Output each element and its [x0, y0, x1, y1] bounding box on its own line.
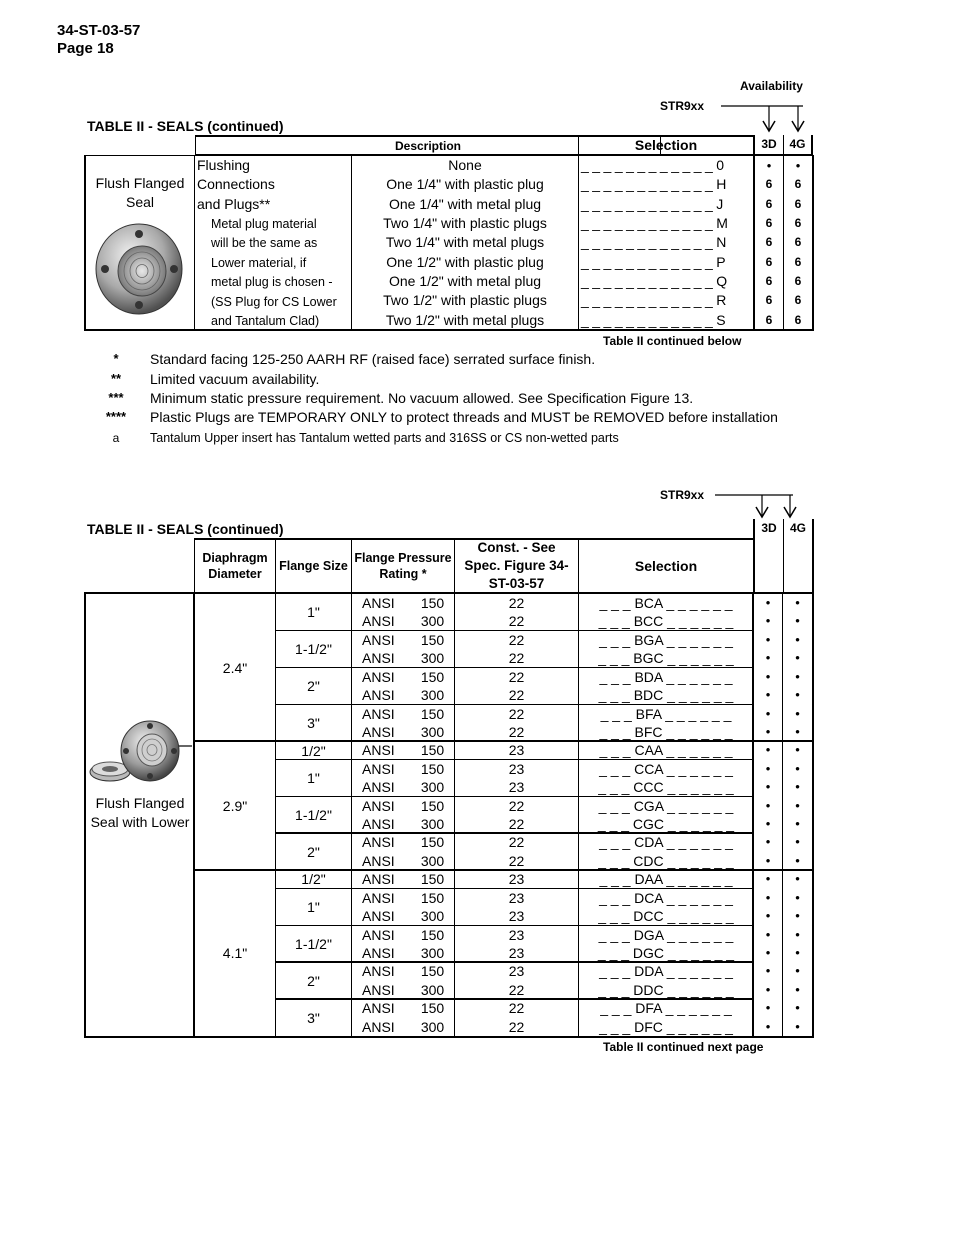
flange-size: 1-1/2"	[295, 806, 332, 823]
size-divider	[276, 961, 753, 963]
pressure-rating: 150	[420, 705, 445, 722]
construction-figure: 23	[508, 889, 525, 906]
flange-standard: ANSI	[362, 889, 395, 906]
flush-flanged-seal-lower-image	[88, 719, 192, 789]
seal-selection-code: _ _ _ CDC _ _ _ _ _ _	[598, 852, 734, 869]
availability-3d: •	[765, 981, 771, 997]
size-divider	[276, 888, 753, 890]
availability-4g: •	[795, 852, 800, 868]
flange-standard: ANSI	[362, 816, 395, 832]
availability-4g: •	[795, 871, 800, 887]
seal-selection-code: _ _ _ BGA _ _ _ _ _ _	[599, 631, 733, 648]
flange-size: 1"	[307, 604, 320, 621]
availability-3d: •	[765, 926, 771, 942]
seal-selection-code: _ _ _ BCA _ _ _ _ _ _	[599, 595, 733, 611]
diaphragm-diameter: 4.1"	[222, 945, 248, 962]
seal-selection-code: _ _ _ BCC _ _ _ _ _ _	[598, 613, 734, 630]
construction-figure: 22	[508, 668, 525, 685]
footnote-symbol: a	[112, 431, 120, 445]
seals-table-1	[84, 135, 814, 331]
flange-standard: ANSI	[362, 834, 395, 851]
flange-standard: ANSI	[362, 613, 395, 630]
availability-3d: •	[765, 595, 771, 610]
pressure-rating-header: Flange Pressure Rating *	[354, 551, 452, 581]
pressure-rating: 150	[420, 797, 445, 814]
plug-selection-code: _ _ _ _ _ _ _ _ _ _ _ _ H	[581, 176, 727, 193]
pressure-rating: 150	[420, 963, 445, 980]
flange-standard: ANSI	[362, 1000, 395, 1017]
availability-4g: •	[795, 650, 800, 666]
availability-3d: •	[765, 687, 771, 703]
flange-standard: ANSI	[362, 852, 395, 869]
footnote-symbol: **	[110, 371, 122, 386]
selection2-header: Selection	[634, 558, 698, 574]
construction-figure: 22	[508, 687, 525, 704]
flange-size: 1/2"	[301, 871, 326, 888]
flange-standard: ANSI	[362, 650, 395, 667]
seal-selection-code: _ _ _ DFC _ _ _ _ _ _	[599, 1018, 733, 1035]
flange-size: 1"	[307, 899, 320, 916]
pressure-rating: 300	[420, 852, 445, 869]
availability-3d: •	[765, 723, 771, 739]
seal-selection-code: _ _ _ DGC _ _ _ _ _ _	[597, 944, 735, 961]
diaphragm-diameter: 2.4"	[222, 659, 248, 676]
availability-4g: •	[795, 705, 800, 721]
plug-selection-code: _ _ _ _ _ _ _ _ _ _ _ _ S	[581, 311, 726, 328]
construction-figure: 22	[508, 852, 525, 869]
plug-selection-code: _ _ _ _ _ _ _ _ _ _ _ _ R	[581, 292, 727, 309]
seal-selection-code: _ _ _ CAA _ _ _ _ _ _	[599, 742, 733, 759]
availability-4g: •	[795, 926, 800, 942]
flange-size: 1-1/2"	[295, 641, 332, 658]
page-number: Page 18	[57, 40, 114, 57]
availability-4g: 6	[794, 274, 802, 289]
seal-selection-code: _ _ _ BFC _ _ _ _ _ _	[599, 723, 733, 740]
pressure-rating: 150	[420, 742, 445, 759]
availability-4g: •	[795, 797, 800, 813]
table2-continued-note: Table II continued next page	[603, 1040, 764, 1054]
size-divider	[276, 630, 753, 632]
pressure-rating: 300	[420, 779, 445, 796]
pressure-rating: 300	[420, 650, 445, 667]
plug-option: Two 1/2" with plastic plugs	[383, 292, 547, 309]
construction-figure: 22	[508, 981, 525, 998]
footnote-text: Limited vacuum availability.	[150, 371, 320, 387]
availability-3d: •	[765, 908, 771, 924]
plug-selection-code: _ _ _ _ _ _ _ _ _ _ _ _ 0	[581, 157, 724, 173]
construction-figure: 22	[508, 595, 525, 611]
flange-size: 1-1/2"	[295, 935, 332, 952]
flange-standard: ANSI	[362, 631, 395, 648]
pressure-rating: 300	[420, 1018, 445, 1035]
construction-figure: 22	[508, 650, 525, 667]
header2-3d: 3D	[753, 519, 784, 539]
seal-selection-code: _ _ _ DGA _ _ _ _ _ _	[598, 926, 734, 943]
availability-3d: •	[765, 889, 771, 905]
flange-standard: ANSI	[362, 595, 395, 611]
flange-standard: ANSI	[362, 908, 395, 925]
seal-name-2: Flush Flanged Seal with Lower	[90, 795, 190, 830]
metal-plug-note: Metal plug material will be the same as Lower material, if metal plug is chosen - (SS Plug for CS Lower and Tantalum Clad)	[211, 217, 337, 329]
availability-4g: •	[795, 687, 800, 703]
construction-figure: 22	[508, 1000, 525, 1017]
column-line	[275, 594, 276, 1036]
construction-figure: 23	[508, 871, 525, 888]
flange-standard: ANSI	[362, 1018, 395, 1035]
header-4g: 4G	[783, 135, 813, 155]
plug-selection-code: _ _ _ _ _ _ _ _ _ _ _ _ P	[581, 253, 726, 270]
pressure-rating: 300	[420, 723, 445, 740]
construction-figure: 23	[508, 926, 525, 943]
availability-4g: •	[795, 889, 800, 905]
footnote-text: Plastic Plugs are TEMPORARY ONLY to protect threads and MUST be REMOVED before installation	[150, 409, 778, 425]
availability-3d: •	[765, 852, 771, 868]
column-line	[351, 594, 352, 1036]
construction-figure: 22	[508, 631, 525, 648]
availability-4g: •	[795, 595, 800, 610]
availability-3d: 6	[765, 196, 773, 211]
flange-size: 1/2"	[301, 742, 326, 759]
availability-3d: •	[765, 1000, 771, 1016]
group-divider	[195, 740, 812, 742]
seal-selection-code: _ _ _ BDC _ _ _ _ _ _	[598, 687, 734, 704]
flange-standard: ANSI	[362, 742, 395, 759]
availability-3d: 6	[765, 177, 773, 192]
construction-figure: 22	[508, 723, 525, 740]
flush-flanged-seal-image	[94, 223, 184, 315]
availability-3d: •	[765, 613, 771, 629]
availability-3d: •	[765, 834, 771, 850]
column-line	[454, 594, 455, 1036]
selection-header: Selection	[578, 135, 755, 155]
flushing-description: Flushing Connections and Plugs**	[197, 157, 275, 212]
availability-3d: •	[765, 871, 771, 887]
seal-selection-code: _ _ _ DCA _ _ _ _ _ _	[599, 889, 733, 906]
column-line	[782, 594, 783, 1036]
seal-selection-code: _ _ _ CGC _ _ _ _ _ _	[597, 816, 735, 832]
column-line	[578, 594, 579, 1036]
availability-4g: 6	[794, 216, 802, 231]
availability-4g: •	[795, 723, 800, 739]
plug-option: Two 1/2" with metal plugs	[385, 311, 545, 328]
pressure-rating: 150	[420, 595, 445, 611]
pressure-rating: 150	[420, 926, 445, 943]
availability-4g: •	[795, 158, 801, 173]
model-label-2: STR9xx	[660, 488, 705, 502]
pressure-rating: 300	[420, 687, 445, 704]
availability-3d: •	[765, 944, 771, 960]
group-divider	[195, 869, 812, 871]
seal-selection-grid	[195, 594, 812, 1036]
availability-3d: •	[766, 158, 772, 173]
availability-3d: •	[765, 797, 771, 813]
availability-3d: •	[765, 742, 771, 758]
plug-option: None	[448, 157, 482, 173]
availability-3d: 6	[765, 312, 773, 327]
flange-standard: ANSI	[362, 944, 395, 961]
availability-4g: •	[795, 944, 800, 960]
footnote-symbol: ****	[105, 409, 127, 424]
pressure-rating: 300	[420, 981, 445, 998]
construction-figure: 23	[508, 944, 525, 961]
seal-selection-code: _ _ _ BGC _ _ _ _ _ _	[598, 650, 734, 667]
availability-3d: 6	[765, 216, 773, 231]
flange-standard: ANSI	[362, 687, 395, 704]
seal-selection-code: _ _ _ CDA _ _ _ _ _ _	[599, 834, 733, 851]
construction-figure: 22	[508, 1018, 525, 1035]
seal-selection-code: _ _ _ CCC _ _ _ _ _ _	[598, 779, 734, 796]
size-divider	[276, 998, 753, 1000]
pressure-rating: 150	[420, 834, 445, 851]
construction-figure: 22	[508, 613, 525, 630]
flange-standard: ANSI	[362, 705, 395, 722]
footnote-text: Minimum static pressure requirement. No vacuum allowed. See Specification Figure 13.	[150, 390, 694, 406]
availability-3d: •	[765, 816, 771, 831]
availability-4g: •	[795, 742, 800, 758]
table1-title: TABLE II - SEALS (continued)	[87, 118, 284, 134]
diaphragm-diameter: 2.9"	[222, 797, 248, 814]
construction-figure: 22	[508, 816, 525, 832]
column-line	[752, 594, 754, 1036]
seal-selection-code: _ _ _ BFA _ _ _ _ _ _	[600, 705, 732, 722]
construction-header: Const. - See Spec. Figure 34-ST-03-57	[464, 540, 569, 591]
availability-3d: •	[765, 668, 771, 684]
availability-4g: 6	[794, 293, 802, 308]
pressure-rating: 300	[420, 613, 445, 630]
availability-4g: 6	[794, 235, 802, 250]
flange-size-header: Flange Size	[279, 559, 348, 573]
flange-size: 2"	[307, 678, 320, 695]
construction-figure: 22	[508, 705, 525, 722]
footnote-symbol: ***	[108, 390, 124, 405]
size-divider	[276, 925, 753, 927]
seal-name-1: Flush Flanged Seal	[95, 175, 185, 210]
availability-3d: 6	[765, 293, 773, 308]
seal-selection-code: _ _ _ DDA _ _ _ _ _ _	[599, 963, 733, 980]
seal-selection-code: _ _ _ BDA _ _ _ _ _ _	[599, 668, 733, 685]
size-divider	[276, 796, 753, 798]
availability-4g: •	[795, 816, 800, 831]
flange-standard: ANSI	[362, 760, 395, 777]
construction-figure: 23	[508, 760, 525, 777]
availability-3d: •	[765, 1018, 771, 1034]
footnote-text: Standard facing 125-250 AARH RF (raised face) serrated surface finish.	[150, 351, 596, 367]
description-header: Description	[195, 135, 661, 155]
availability-4g: •	[795, 834, 800, 850]
construction-figure: 23	[508, 742, 525, 759]
availability-label: Availability	[740, 79, 803, 93]
availability-3d: 6	[765, 235, 773, 250]
availability-3d: •	[765, 963, 771, 979]
table2-title: TABLE II - SEALS (continued)	[87, 521, 284, 537]
seal-selection-code: _ _ _ DDC _ _ _ _ _ _	[598, 981, 734, 998]
flange-standard: ANSI	[362, 779, 395, 796]
footnote-text: Tantalum Upper insert has Tantalum wetted parts and 316SS or CS non-wetted parts	[150, 431, 619, 445]
availability-3d: •	[765, 779, 771, 795]
size-divider	[276, 759, 753, 761]
availability-4g: •	[795, 1000, 800, 1016]
construction-figure: 22	[508, 834, 525, 851]
flange-size: 3"	[307, 1009, 320, 1026]
availability-3d: •	[765, 631, 771, 647]
seals-table-2	[84, 519, 814, 1039]
table1-continued-note: Table II continued below	[603, 334, 742, 348]
plug-option: One 1/2" with plastic plug	[386, 253, 544, 270]
availability-4g: •	[795, 908, 800, 924]
header2-4g: 4G	[783, 519, 814, 539]
availability-4g: •	[795, 981, 800, 997]
plug-selection-code: _ _ _ _ _ _ _ _ _ _ _ _ N	[581, 234, 727, 251]
availability-3d: 6	[765, 274, 773, 289]
size-divider	[276, 832, 753, 834]
availability-3d: •	[765, 760, 771, 776]
availability-4g: •	[795, 1018, 800, 1034]
size-divider	[276, 667, 753, 669]
flange-standard: ANSI	[362, 668, 395, 685]
flange-standard: ANSI	[362, 926, 395, 943]
diameter-header: Diaphragm Diameter	[202, 551, 268, 581]
plug-option: One 1/4" with metal plug	[388, 195, 542, 212]
header-3d: 3D	[754, 135, 784, 155]
flange-size: 2"	[307, 843, 320, 860]
availability-4g: •	[795, 613, 800, 629]
plug-selection-code: _ _ _ _ _ _ _ _ _ _ _ _ Q	[581, 273, 727, 290]
construction-figure: 23	[508, 908, 525, 925]
pressure-rating: 150	[420, 871, 445, 888]
pressure-rating: 300	[420, 944, 445, 961]
footnote-symbol: *	[113, 351, 119, 366]
availability-3d: •	[765, 705, 771, 721]
flange-standard: ANSI	[362, 981, 395, 998]
flange-standard: ANSI	[362, 963, 395, 980]
flange-standard: ANSI	[362, 797, 395, 814]
seal-selection-code: _ _ _ DFA _ _ _ _ _ _	[600, 1000, 732, 1017]
availability-4g: •	[795, 760, 800, 776]
size-divider	[276, 704, 753, 706]
availability-4g: 6	[794, 312, 802, 327]
seal-selection-code: _ _ _ CCA _ _ _ _ _ _	[599, 760, 733, 777]
flange-standard: ANSI	[362, 723, 395, 740]
availability-4g: •	[795, 631, 800, 647]
availability-4g: 6	[794, 177, 802, 192]
pressure-rating: 150	[420, 889, 445, 906]
plug-selection-code: _ _ _ _ _ _ _ _ _ _ _ _ J	[581, 195, 724, 212]
plug-option: Two 1/4" with plastic plugs	[383, 215, 547, 232]
document-id: 34-ST-03-57	[57, 22, 141, 39]
pressure-rating: 300	[420, 908, 445, 925]
model-label-1: STR9xx	[660, 99, 705, 113]
construction-figure: 23	[508, 779, 525, 796]
pressure-rating: 150	[420, 631, 445, 648]
plug-selection-code: _ _ _ _ _ _ _ _ _ _ _ _ M	[581, 215, 728, 232]
availability-3d: •	[765, 650, 771, 666]
construction-figure: 22	[508, 797, 525, 814]
pressure-rating: 150	[420, 1000, 445, 1017]
seal-selection-code: _ _ _ CGA _ _ _ _ _ _	[598, 797, 734, 814]
seal-selection-code: _ _ _ DCC _ _ _ _ _ _	[598, 908, 734, 925]
flange-size: 1"	[307, 770, 320, 787]
flange-size: 3"	[307, 714, 320, 731]
availability-4g: •	[795, 963, 800, 979]
flange-size: 2"	[307, 972, 320, 989]
plug-option: One 1/2" with metal plug	[388, 273, 542, 290]
plug-option: One 1/4" with plastic plug	[386, 176, 544, 193]
availability-arrows-1	[715, 97, 810, 137]
pressure-rating: 300	[420, 816, 445, 832]
flange-standard: ANSI	[362, 871, 395, 888]
pressure-rating: 150	[420, 668, 445, 685]
construction-figure: 23	[508, 963, 525, 980]
availability-3d: 6	[765, 254, 773, 269]
plug-option: Two 1/4" with metal plugs	[385, 234, 545, 251]
pressure-rating: 150	[420, 760, 445, 777]
availability-4g: •	[795, 668, 800, 684]
seal-selection-code: _ _ _ DAA _ _ _ _ _ _	[599, 871, 733, 888]
availability-4g: •	[795, 779, 800, 795]
availability-4g: 6	[794, 196, 802, 211]
availability-4g: 6	[794, 254, 802, 269]
